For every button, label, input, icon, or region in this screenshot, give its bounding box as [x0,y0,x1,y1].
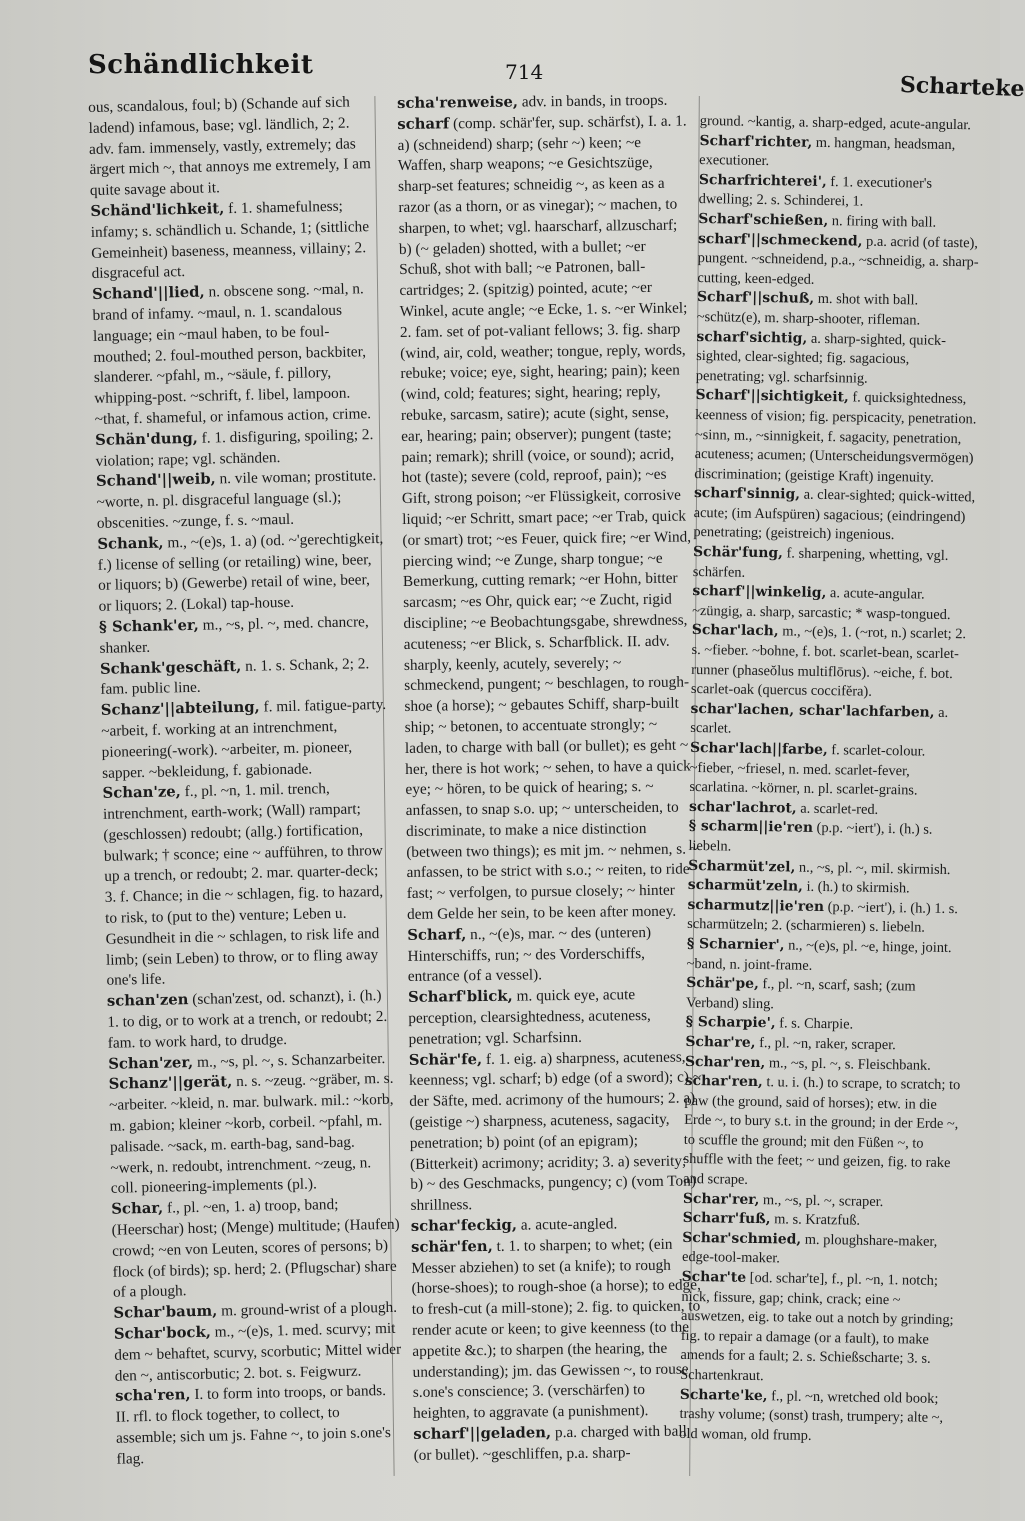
entry-definition: ground. ~kantig, a. sharp-edged, acute-angular. [699,112,972,134]
entry-headword: Schär'fe, [408,1050,483,1069]
entry-definition: f. 1. eig. a) sharpness, acuteness, keenness; vgl. scharf; b) edge (of a sword); c) ~ der Säfte, med. acrimony of the humours; 2. a) (geistige ~) sharpness, acuteness, sagacity, penetration; b) point (of an epigram); (Bitterkeit) acrimony; acridity; 3. a) severity; b) ~ des Geschmacks, pungency; c) (vom Ton) shrillness. [408,1048,702,1215]
dictionary-entry [413,1421,705,1466]
entry-headword: Schär'pe, [686,975,759,993]
entry-headword: Schar'baum, [113,1302,218,1322]
dictionary-entry [691,621,974,704]
entry-definition: f. mil. fatigue-party. ~arbeit, f. working at an intrenchment, pioneering(-work). ~arbeiter, m. pioneer, sapper. ~bekleidung, f. gabionade. [101,696,387,782]
entry-headword: Schar'lach, [691,622,779,640]
entry-definition: f. scarlet-colour. ~fieber, ~friesel, n. med. scarlet-fever, scarlatina. ~körner, n. pl. scarlet-grains. [689,742,926,799]
entry-definition: f. sharpening, whetting, vgl. schärfen. [692,545,949,581]
entry-definition: n. firing with ball. [828,212,937,231]
dictionary-entry [115,1381,405,1470]
entry-headword: Schar'lach||farbe, [689,739,828,759]
entry-definition: n. vile woman; prostitute. ~worte, n. pl. disgraceful language (sl.); obscenities. ~zunge, f. s. ~maul. [96,467,377,532]
running-head-right: Scharteke [899,71,1025,103]
entry-definition: adv. in bands, in troops. [517,91,668,111]
entry-definition: (p.p. ~iert'), i. (h.) 1. s. scharmützeln; 2. (scharmieren) s. liebeln. [687,898,959,936]
dictionary-entry [99,612,388,660]
entry-definition: m., ~s, pl. ~, s. Fleischbank. [765,1054,931,1074]
entry-headword: schar'ren, [684,1072,763,1091]
entry-headword: Scharf'||sichtigkeit, [695,387,849,406]
dictionary-entry [95,425,384,473]
entry-definition: a. sharp-sighted, quick-sighted, clear-sighted; fig. sagacious, penetrating; vgl. scharfsinnig. [695,330,947,387]
entry-headword: schar'feckig, [410,1216,518,1235]
dictionary-entry [693,484,976,547]
dictionary-entry [698,171,981,215]
entry-definition: t. 1. to sharpen; to whet; (ein Messer abziehen) to set (a knife); to rough (horse-shoes); to rough-shoe (a horse); to edge, to fresh-cut (a mill-stone); 2. fig. to quicken, to render acute or keen; to give keenness (to the appetite &c.); to sharpen (the hearing, the understanding); jm. das Gewissen ~, to rouse s.one's conscience; 3. (verschärfen) to heighten, to aggravate (a punishment). [411,1235,701,1423]
dictionary-entry [686,974,969,1018]
dictionary-entry [100,653,389,701]
entry-definition: (comp. schär'fer, sup. schärfst), I. a. 1. a) (schneidend) sharp; (sehr ~) keen; ~e Waffen, sharp weapons; ~e Gesichtszüge, sharp-set features; schneidig ~, as keen as a razor (as a thorn, or as vinegar); ~ machen, to sharpen, to whet; vgl. haarscharf, allzuscharf; b) (~ geladen) shotted, with a bullet; ~er Schuß, shot with ball; ~e Patronen, ball-cartridges; 2. (spitzig) pointed, acute; ~er Winkel, acute angle; ~e Ecke, 1. s. ~er Winkel; 2. fam. set of pot-valiant fellows; 3. fig. sharp (wind, air, cold, weather; tongue, reply, words, rebuke; voice; eye, sight, hearing; pain); keen (wind, cold; features; sight, hearing; reply, rebuke, sarcasm, satire); acute (sight, sense, ear, hearing; pain; observer); pungent (taste; pain; remark); shrill (voice, or sound); acrid, hot (taste); severe (cold, reproof, pain); ~es Gift, strong poison; ~er Flüssigkeit, corrosive liquid; ~er Schritt, smart pace; ~er Trab, quick (or smart) trot; ~es Feuer, quick fire; ~er Wind, piercing wind; ~e Zunge, sharp tongue; ~e Bemerkung, cutting remark; ~er Hohn, bitter sarcasm; ~es Ohr, quick ear; ~e Zucht, rigid discipline; ~e Beobachtungsgabe, shrewdness, acuteness; ~er Blick, s. Scharfblick. II. adv. sharply, keenly, acutely, severely; ~ schmeckend, pungent; ~ beschlagen, to rough-shoe (a horse); ~ gebautes Schiff, sharp-built ship; ~ betonen, to accentuate strongly; ~ laden, to charge with ball (or bullet); es geht ~ her, there is hot work; ~ sehen, to have a quick eye; ~ hören, to be quick of hearing; s. ~ anfassen, to snap s.o. up; ~ unterscheiden, to discriminate, to make a nice distinction (between two things); es mit jm. ~ nehmen, s. ~ anfassen, to be strict with s.o.; ~ reiten, to ride fast; ~ verfolgen, to pursue closely; ~ hinter dem Gelde her sein, to be keen after money. [397,112,699,924]
entry-headword: § scharm||ie'ren [688,818,814,837]
dictionary-entry [679,1385,962,1448]
column-2 [397,90,706,1466]
dictionary-entry [683,1072,967,1194]
entry-definition: a. acute-angular. ~züngig, a. sharp, sarcastic; * wasp-tongued. [692,585,951,623]
dictionary-entry [407,922,700,988]
dictionary-entry [397,111,699,926]
entry-headword: schär'fen, [410,1237,493,1256]
entry-definition: m., ~s, pl. ~, med. chancre, shanker. [99,613,369,657]
entry-definition: m., ~s, pl. ~, scraper. [759,1191,884,1210]
entry-headword: Schan'ze, [102,783,182,803]
entry-headword: Scharf, [407,926,467,944]
entry-headword: scharmüt'zeln, [687,877,804,895]
entry-headword: schar'lachrot, [688,798,797,817]
entry-headword: Schär'fung, [692,544,784,562]
entry-headword: Scharfrichterei', [698,171,827,190]
entry-headword: Schar'rer, [682,1190,760,1208]
entry-headword: Scharmüt'zel, [688,857,796,876]
entry-headword: Schar, [111,1199,164,1218]
entry-definition: f. 1. executioner's dwelling; 2. s. Schinderei, 1. [698,173,933,210]
dictionary-entry [101,695,391,784]
dictionary-entry [694,386,978,488]
entry-headword: Scharf'||schuß, [696,289,815,308]
entry-headword: scharf'sinnig, [693,485,801,503]
entry-definition: n. 1. s. Schank, 2; 2. fam. public line. [100,654,370,699]
entry-headword: Schanz'||abteilung, [100,698,260,719]
entry-headword: Schar'te [681,1268,747,1286]
entry-headword: § Schank'er, [98,616,200,636]
entry-definition: f. s. Charpie. [775,1015,854,1033]
dictionary-entry [108,1069,399,1200]
entry-headword: schan'zen [106,991,189,1011]
entry-definition: m. s. Kratzfuß. [770,1211,861,1229]
dictionary-entry [687,896,970,940]
dictionary-entry [693,543,976,587]
dictionary-entry [697,230,980,293]
entry-definition: f. 1. shamefulness; infamy; s. schändlich u. Schande, 1; (sittliche Gemeinheit) baseness, meanness, villainy; 2. disgraceful act. [90,197,370,283]
entry-definition: m. hangman, headsman, executioner. [699,134,956,170]
entry-definition: t. u. i. (h.) to scrape, to scratch; to paw (the ground, said of horses); etw. in die Erde ~, to bury s.t. in the ground; in der Erde ~, to scuffle the ground; mit den Füßen ~, to shuffle with the feet; ~ und geizen, fig. to rake and scrape. [683,1074,961,1188]
dictionary-entry [680,1268,964,1390]
entry-definition: m., ~(e)s, 1. med. scurvy; mit dem ~ behaftet, scurvy, scorbutic; Mittel wider den ~, antiscorbutic; 2. bot. s. Feigwurz. [114,1319,402,1385]
entry-definition: m. ploughshare-maker, edge-tool-maker. [681,1231,938,1267]
dictionary-entry [107,986,396,1054]
entry-definition: a. acute-angled. [516,1215,618,1234]
dictionary-entry [682,1229,965,1273]
entry-definition: i. (h.) to skirmish. [802,878,910,897]
entry-definition: f., pl. ~en, 1. a) troop, band; (Heerschar) host; (Menge) multitude; (Haufen) crowd; ~en von Leuten, scores of persons; b) flock (of birds); sp. herd; 2. (Pflugschar) share of a plough. [111,1196,400,1302]
entry-headword: scharf'||schmeckend, [697,230,863,250]
entry-headword: scha'ren, [115,1386,191,1406]
entry-headword: Scharte'ke, [679,1386,768,1404]
dictionary-entry [409,1047,703,1217]
dictionary-entry [692,582,975,626]
dictionary-entry [411,1234,705,1425]
entry-definition: n., ~s, pl. ~, mil. skirmish. [795,859,951,878]
dictionary-entry [689,739,972,802]
entry-definition: m., ~s, pl. ~, s. Schanzarbeiter. [193,1049,386,1071]
entry-headword: Schar'ren, [684,1053,766,1071]
entry-definition: f., pl. ~n, 1. mil. trench, intrenchment, earth-work; (Wall) rampart; (geschlossen) redoubt; (allg.) fortification, bulwark; † sconce; eine ~ aufführen, to throw up a trench, or redoubt; 2. mar. quarter-deck; 3. f. Chance; in die ~ schlagen, fig. to hazard, to risk, to (put to the) venture; Leben u. Gesundheit in die ~ schlagen, to risk life and limb; (sein Leben) to throw, or to fling away one's life. [102,780,384,990]
entry-headword: scharf'||geladen, [413,1424,552,1443]
dictionary-entry [97,529,387,618]
entry-headword: Schanz'||gerät, [108,1073,233,1094]
entry-definition: n., ~(e)s, pl. ~e, hinge, joint. ~band, n. joint-frame. [686,937,952,974]
entry-definition: n. obscene song. ~mal, n. brand of infamy. ~maul, n. 1. scandalous language; ein ~maul haben, to be foul-mouthed; 2. foul-mouthed person, backbiter, slanderer. ~pfahl, m., ~säule, f. pillory, whipping-post. ~schrift, f. libel, lampoon. ~that, f. shameful, or infamous action, crime. [92,280,372,428]
entry-definition: f., pl. ~n, wretched old book; trashy volume; (sonst) trash, trumpery; alte ~, old woman, old frump. [679,1387,944,1444]
dictionary-entry [92,279,383,431]
dictionary-entry [111,1194,401,1304]
entry-definition: a. scarlet. [690,704,949,737]
entry-definition: a. clear-sighted; quick-witted, acute; (im Aufspüren) sagacious; (eindringend) penetrating; (geistreich) ingenious. [693,486,976,544]
dictionary-entry [686,935,969,979]
entry-headword: Scharf'blick, [407,987,513,1007]
entry-headword: scharf [397,115,450,133]
entry-definition: m. quick eye, acute perception, clearsightedness, acuteness, penetration; vgl. Scharfsinn. [408,986,651,1048]
entry-headword: § Scharnier', [686,935,785,954]
entry-definition: m., ~(e)s, 1. a) (od. ~'gerechtigkeit, f.) license of selling (or retailing) wine, beer, or liquors; b) (Gewerbe) retail of wine, beer, or liquors; 2. (Lokal) tap-house. [97,529,384,616]
entry-definition: f., pl. ~n, scarf, sash; (zum Verband) sling. [685,976,916,1012]
entry-headword: scharf'sichtig, [696,328,808,347]
dictionary-entry [88,92,378,202]
entry-headword: scharf'||winkelig, [692,583,827,602]
entry-definition: f., pl. ~n, raker, scraper. [755,1034,896,1054]
entry-headword: Scharr'fuß, [682,1210,771,1228]
entry-definition: m., ~(e)s, 1. (~rot, n.) scarlet; 2. s. ~fieber. ~bohne, f. bot. scarlet-bean, scarlet-runner (phaseŏlus multiflōrus). ~eiche, f. bot. scarlet-oak (quercus coccifĕra). [690,623,967,700]
dictionary-entry [697,288,980,332]
entry-headword: Scharf'schießen, [698,210,829,229]
entry-headword: scharmutz||ie'ren [687,896,825,915]
dictionary-entry [696,328,979,391]
entry-definition: n., ~(e)s, mar. ~ des (unteren) Hinterschiffs, run; ~ des Vorderschiffs, entrance (of a vessel). [407,923,652,986]
entry-headword: Schar're, [685,1033,756,1051]
entry-definition: ous, scandalous, foul; b) (Schande auf sich ladend) infamous, base; vgl. ländlich, 2; 2. adv. fam. immensely, vastly, extremely; das ärgert mich ~, that annoys me extremely, I am quite savage about it. [88,93,372,200]
entry-definition: [od. schar'te], f., pl. ~n, 1. notch; nick, fissure, gap; chink, crack; eine ~ auswetzen, eig. to take out a notch by grinding; fig. to repair a damage (or a fault), to make amends for a fault; 2. s. Schießscharte; 3. s. Schartenkraut. [680,1269,954,1385]
entry-definition: p.a. charged with ball (or bullet). ~geschliffen, p.a. sharp- [413,1422,687,1464]
entry-headword: Schank, [97,534,164,553]
dictionary-entry [688,817,971,861]
entry-definition: I. to form into troops, or bands. II. rfl. to flock together, to collect, to assemble; sich um js. Fahne ~, to join s.one's flag. [115,1382,392,1468]
entry-headword: schar'lachen, schar'lachfarben, [690,700,935,721]
column-3 [679,112,982,1449]
entry-headword: scha'renweise, [397,93,519,112]
column-1 [88,92,405,1470]
dictionary-entry [114,1319,403,1387]
dictionary-entry [699,132,982,176]
running-head-left: Schändlichkeit [88,50,314,80]
entry-definition: a. scarlet-red. [796,800,879,818]
entry-definition: n. s. ~zeug. ~gräber, m. s. ~arbeiter. ~kleid, n. mar. bulwark. mil.: ~korb, m. gabion; kleiner ~korb, corbeil. ~pfahl, m. palisade. ~sack, m. earth-bag, sand-bag. ~werk, n. redoubt, intrenchment. ~zeug, n. coll. pioneering-implements (pl.). [108,1070,394,1198]
entry-headword: § Scharpie', [685,1014,776,1032]
entry-definition: p.a. acrid (of taste), pungent. ~schneidend, p.a., ~schneidig, a. sharp-cutting, keen-edged. [697,233,979,288]
entry-headword: Schar'schmied, [682,1229,802,1248]
entry-definition: m. ground-wrist of a plough. [217,1299,398,1320]
entry-headword: Schänd'lichkeit, [90,200,225,220]
dictionary-entry [90,196,380,285]
entry-definition: (p.p. ~iert'), i. (h.) s. liebeln. [688,820,933,855]
dictionary-entry [102,778,394,992]
dictionary-entry [408,985,701,1051]
entry-headword: Scharf'richter, [699,132,813,151]
entry-definition: (schan'zest, od. schanzt), i. (h.) 1. to dig, or to work at a trench, or redoubt; 2. fam. to work hard, to drudge. [107,987,388,1052]
dictionary-entry [96,466,385,534]
entry-headword: Schank'geschäft, [99,657,242,678]
entry-definition: f. 1. disfiguring, spoiling; 2. violation; rape; vgl. schänden. [95,425,374,470]
entry-headword: Schän'dung, [94,429,199,449]
entry-definition: m. shot with ball. ~schütz(e), m. sharp-shooter, rifleman. [696,291,921,329]
entry-headword: Schar'bock, [113,1323,212,1343]
entry-headword: Schand'||weib, [95,470,216,491]
entry-headword: Schand'||lied, [91,283,205,304]
page-number: 714 [505,60,544,84]
entry-definition: f. quicksightedness, keenness of vision; fig. perspicacity, penetration. ~sinn, m., ~sinnigkeit, f. sagacity, penetration, acuteness; acumen; (Unterscheidungsvermögen) discrimination; (geistige Kraft) ingenuity. [694,389,977,486]
entry-headword: Schan'zer, [108,1053,194,1073]
dictionary-entry [690,700,973,744]
